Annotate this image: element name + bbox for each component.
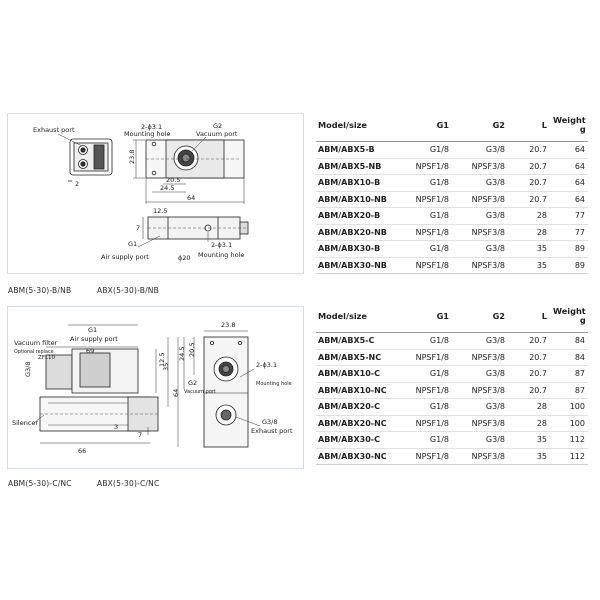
label-g1: G1 [128, 240, 138, 248]
cell-model: ABM/ABX5-NC [316, 349, 392, 366]
table-header-row [316, 300, 588, 333]
header-g2: G2 [452, 300, 508, 333]
table-row [316, 158, 588, 175]
drawing-panel-c-nc [7, 306, 304, 469]
cell-g2: NPSF3/8 [452, 349, 508, 366]
cell-weight: 84 [550, 349, 588, 366]
caption-abx-b-nb: ABX(5-30)-B/NB [97, 286, 159, 295]
cell-g2: G3/8 [452, 399, 508, 416]
dim-23-8: 23.8 [128, 149, 136, 164]
cell-weight: 87 [550, 382, 588, 399]
header-l: L [508, 300, 550, 333]
table-row [316, 333, 588, 350]
cell-l: 20.7 [508, 382, 550, 399]
cell-model: ABM/ABX5-NB [316, 158, 392, 175]
drawing-panel-b-nb [7, 113, 304, 274]
table-row [316, 349, 588, 366]
cell-l: 35 [508, 448, 550, 465]
cell-weight: 64 [550, 142, 588, 159]
label-hole-spec: 2-ϕ3.1 [141, 123, 163, 131]
cell-model: ABM/ABX5-B [316, 142, 392, 159]
label-mounting-hole-2: Mounting hole [198, 251, 245, 259]
table-row [316, 366, 588, 383]
table-row [316, 257, 588, 274]
dim-20-5: 20.5 [166, 176, 181, 184]
cell-weight: 64 [550, 158, 588, 175]
table-row [316, 241, 588, 258]
cell-weight: 89 [550, 257, 588, 274]
dim-2: 2 [75, 180, 80, 188]
table-row [316, 399, 588, 416]
cell-weight: 87 [550, 366, 588, 383]
dim-66: 66 [78, 447, 87, 455]
header-g2: G2 [452, 109, 508, 142]
dim-24-5: 24.5 [160, 184, 175, 192]
cell-g2: G3/8 [452, 175, 508, 192]
table-row [316, 448, 588, 465]
cell-l: 35 [508, 257, 550, 274]
cell-g2: G3/8 [452, 208, 508, 225]
dim-7-bottom: 7 [138, 431, 143, 439]
cell-weight: 89 [550, 241, 588, 258]
cell-g1: G1/8 [392, 432, 452, 449]
table-row [316, 191, 588, 208]
dim-20-5-bottom: 20.5 [188, 342, 196, 357]
main-body-view [146, 140, 244, 178]
cell-g1: NPSF1/8 [392, 382, 452, 399]
cell-weight: 112 [550, 448, 588, 465]
caption-abm-c-nc: ABM(5-30)-C/NC [8, 479, 72, 488]
header-weight [550, 109, 588, 142]
cell-g2: NPSF3/8 [452, 191, 508, 208]
exhaust-end-view [68, 139, 112, 181]
header-model-size: Model/size [316, 300, 392, 333]
cell-g2: G3/8 [452, 366, 508, 383]
cell-l: 20.7 [508, 175, 550, 192]
cell-l: 28 [508, 415, 550, 432]
caption-abm-b-nb: ABM(5-30)-B/NB [8, 286, 72, 295]
cell-l: 20.7 [508, 366, 550, 383]
label-g2: G2 [213, 122, 223, 130]
label-optional-replace: Optional replace [14, 350, 54, 355]
table-row [316, 382, 588, 399]
cell-g1: G1/8 [392, 333, 452, 350]
cell-model: ABM/ABX20-C [316, 399, 392, 416]
cell-g1: G1/8 [392, 208, 452, 225]
table-row [316, 415, 588, 432]
cell-weight: 112 [550, 432, 588, 449]
label-air-supply-port: Air supply port [101, 253, 149, 261]
b-nb-technical-drawing [8, 114, 303, 273]
cell-model: ABM/ABX5-C [316, 333, 392, 350]
dim-phi20: ϕ20 [178, 254, 191, 262]
cell-g1: NPSF1/8 [392, 349, 452, 366]
cell-model: ABM/ABX30-NB [316, 257, 392, 274]
header-l: L [508, 109, 550, 142]
label-g3-8-left: G3/8 [24, 361, 32, 377]
cell-g1: NPSF1/8 [392, 224, 452, 241]
side-assembly-view [40, 349, 158, 431]
cell-g2: G3/8 [452, 432, 508, 449]
c-nc-technical-drawing [8, 307, 303, 468]
dim-64-bottom: 64 [172, 388, 180, 397]
cell-model: ABM/ABX20-NB [316, 224, 392, 241]
cell-g2: G3/8 [452, 142, 508, 159]
cell-l: 20.7 [508, 158, 550, 175]
table-row [316, 208, 588, 225]
cell-g1: G1/8 [392, 366, 452, 383]
cell-g2: NPSF3/8 [452, 415, 508, 432]
header-weight-unit: g [579, 124, 586, 134]
header-model-size: Model/size [316, 109, 392, 142]
spec-table-c-nc [316, 300, 588, 465]
cell-g2: G3/8 [452, 333, 508, 350]
header-weight-label: Weight [553, 115, 586, 125]
cell-g1: G1/8 [392, 142, 452, 159]
cell-l: 20.7 [508, 333, 550, 350]
cell-l: 20.7 [508, 142, 550, 159]
cell-g1: NPSF1/8 [392, 257, 452, 274]
table-header-row [316, 109, 588, 142]
cell-g2: NPSF3/8 [452, 382, 508, 399]
dim-69: 69 [86, 347, 95, 355]
label-exhaust-port-bottom: Exhaust port [251, 427, 293, 435]
cell-l: 28 [508, 224, 550, 241]
cell-weight: 77 [550, 224, 588, 241]
label-vacuum-filter: Vacuum filter [14, 339, 58, 347]
table-row [316, 175, 588, 192]
cell-model: ABM/ABX30-NC [316, 448, 392, 465]
dim-7: 7 [136, 224, 141, 232]
cell-l: 20.7 [508, 349, 550, 366]
dim-3: 3 [114, 423, 119, 431]
cell-model: ABM/ABX10-NB [316, 191, 392, 208]
cell-model: ABM/ABX10-C [316, 366, 392, 383]
cell-g1: NPSF1/8 [392, 448, 452, 465]
cell-weight: 100 [550, 399, 588, 416]
label-mounting-hole: Mounting hole [124, 130, 171, 138]
header-g1: G1 [392, 109, 452, 142]
cell-g2: NPSF3/8 [452, 158, 508, 175]
dim-12-5-bottom: 12.5 [158, 352, 166, 367]
label-g1-bottom: G1 [88, 326, 98, 334]
label-g3-8-right: G3/8 [262, 418, 278, 426]
label-hole-spec-2: 2-ϕ3.1 [211, 241, 233, 249]
header-g1: G1 [392, 300, 452, 333]
header-weight-unit: g [579, 315, 586, 325]
dim-23-8-bottom: 23.8 [221, 321, 236, 329]
cell-l: 35 [508, 432, 550, 449]
cell-model: ABM/ABX10-B [316, 175, 392, 192]
table-row [316, 142, 588, 159]
header-weight-label: Weight [553, 306, 586, 316]
cell-g1: G1/8 [392, 399, 452, 416]
dim-64: 64 [187, 194, 196, 202]
cell-g1: NPSF1/8 [392, 158, 452, 175]
header-weight [550, 300, 588, 333]
cell-model: ABM/ABX20-B [316, 208, 392, 225]
label-vacuum-port-bottom: Vacuum port [184, 389, 216, 395]
cell-l: 35 [508, 241, 550, 258]
cell-l: 28 [508, 399, 550, 416]
cell-l: 20.7 [508, 191, 550, 208]
label-mounting-hole-bottom: Mounting hole [256, 381, 292, 387]
cell-weight: 100 [550, 415, 588, 432]
cell-g1: G1/8 [392, 241, 452, 258]
cell-l: 28 [508, 208, 550, 225]
cell-g2: G3/8 [452, 241, 508, 258]
cell-g1: NPSF1/8 [392, 191, 452, 208]
label-vacuum-port: Vacuum port [196, 130, 238, 138]
cell-weight: 64 [550, 175, 588, 192]
label-hole-spec-bottom: 2-ϕ3.1 [256, 361, 278, 369]
cell-model: ABM/ABX20-NC [316, 415, 392, 432]
label-silencer: Silencer [12, 419, 39, 427]
dim-35: 35 [162, 362, 170, 371]
cell-model: ABM/ABX30-C [316, 432, 392, 449]
cell-weight: 84 [550, 333, 588, 350]
spec-table-b-nb [316, 109, 588, 274]
table-row [316, 432, 588, 449]
cell-weight: 64 [550, 191, 588, 208]
cell-model: ABM/ABX10-NC [316, 382, 392, 399]
caption-abx-c-nc: ABX(5-30)-C/NC [97, 479, 160, 488]
side-view [143, 217, 248, 239]
label-air-supply-port-bottom: Air supply port [70, 335, 118, 343]
cell-g2: NPSF3/8 [452, 257, 508, 274]
dim-24-5-bottom: 24.5 [178, 346, 186, 361]
dim-12-5: 12.5 [153, 207, 168, 215]
cell-model: ABM/ABX30-B [316, 241, 392, 258]
cell-g2: NPSF3/8 [452, 224, 508, 241]
cell-weight: 77 [550, 208, 588, 225]
table-row [316, 224, 588, 241]
label-exhaust-port: Exhaust port [33, 126, 75, 134]
label-g2-bottom: G2 [188, 379, 198, 387]
cell-g1: NPSF1/8 [392, 415, 452, 432]
dim-zfl10: ZFL10 [38, 355, 55, 361]
cell-g1: G1/8 [392, 175, 452, 192]
cell-g2: NPSF3/8 [452, 448, 508, 465]
